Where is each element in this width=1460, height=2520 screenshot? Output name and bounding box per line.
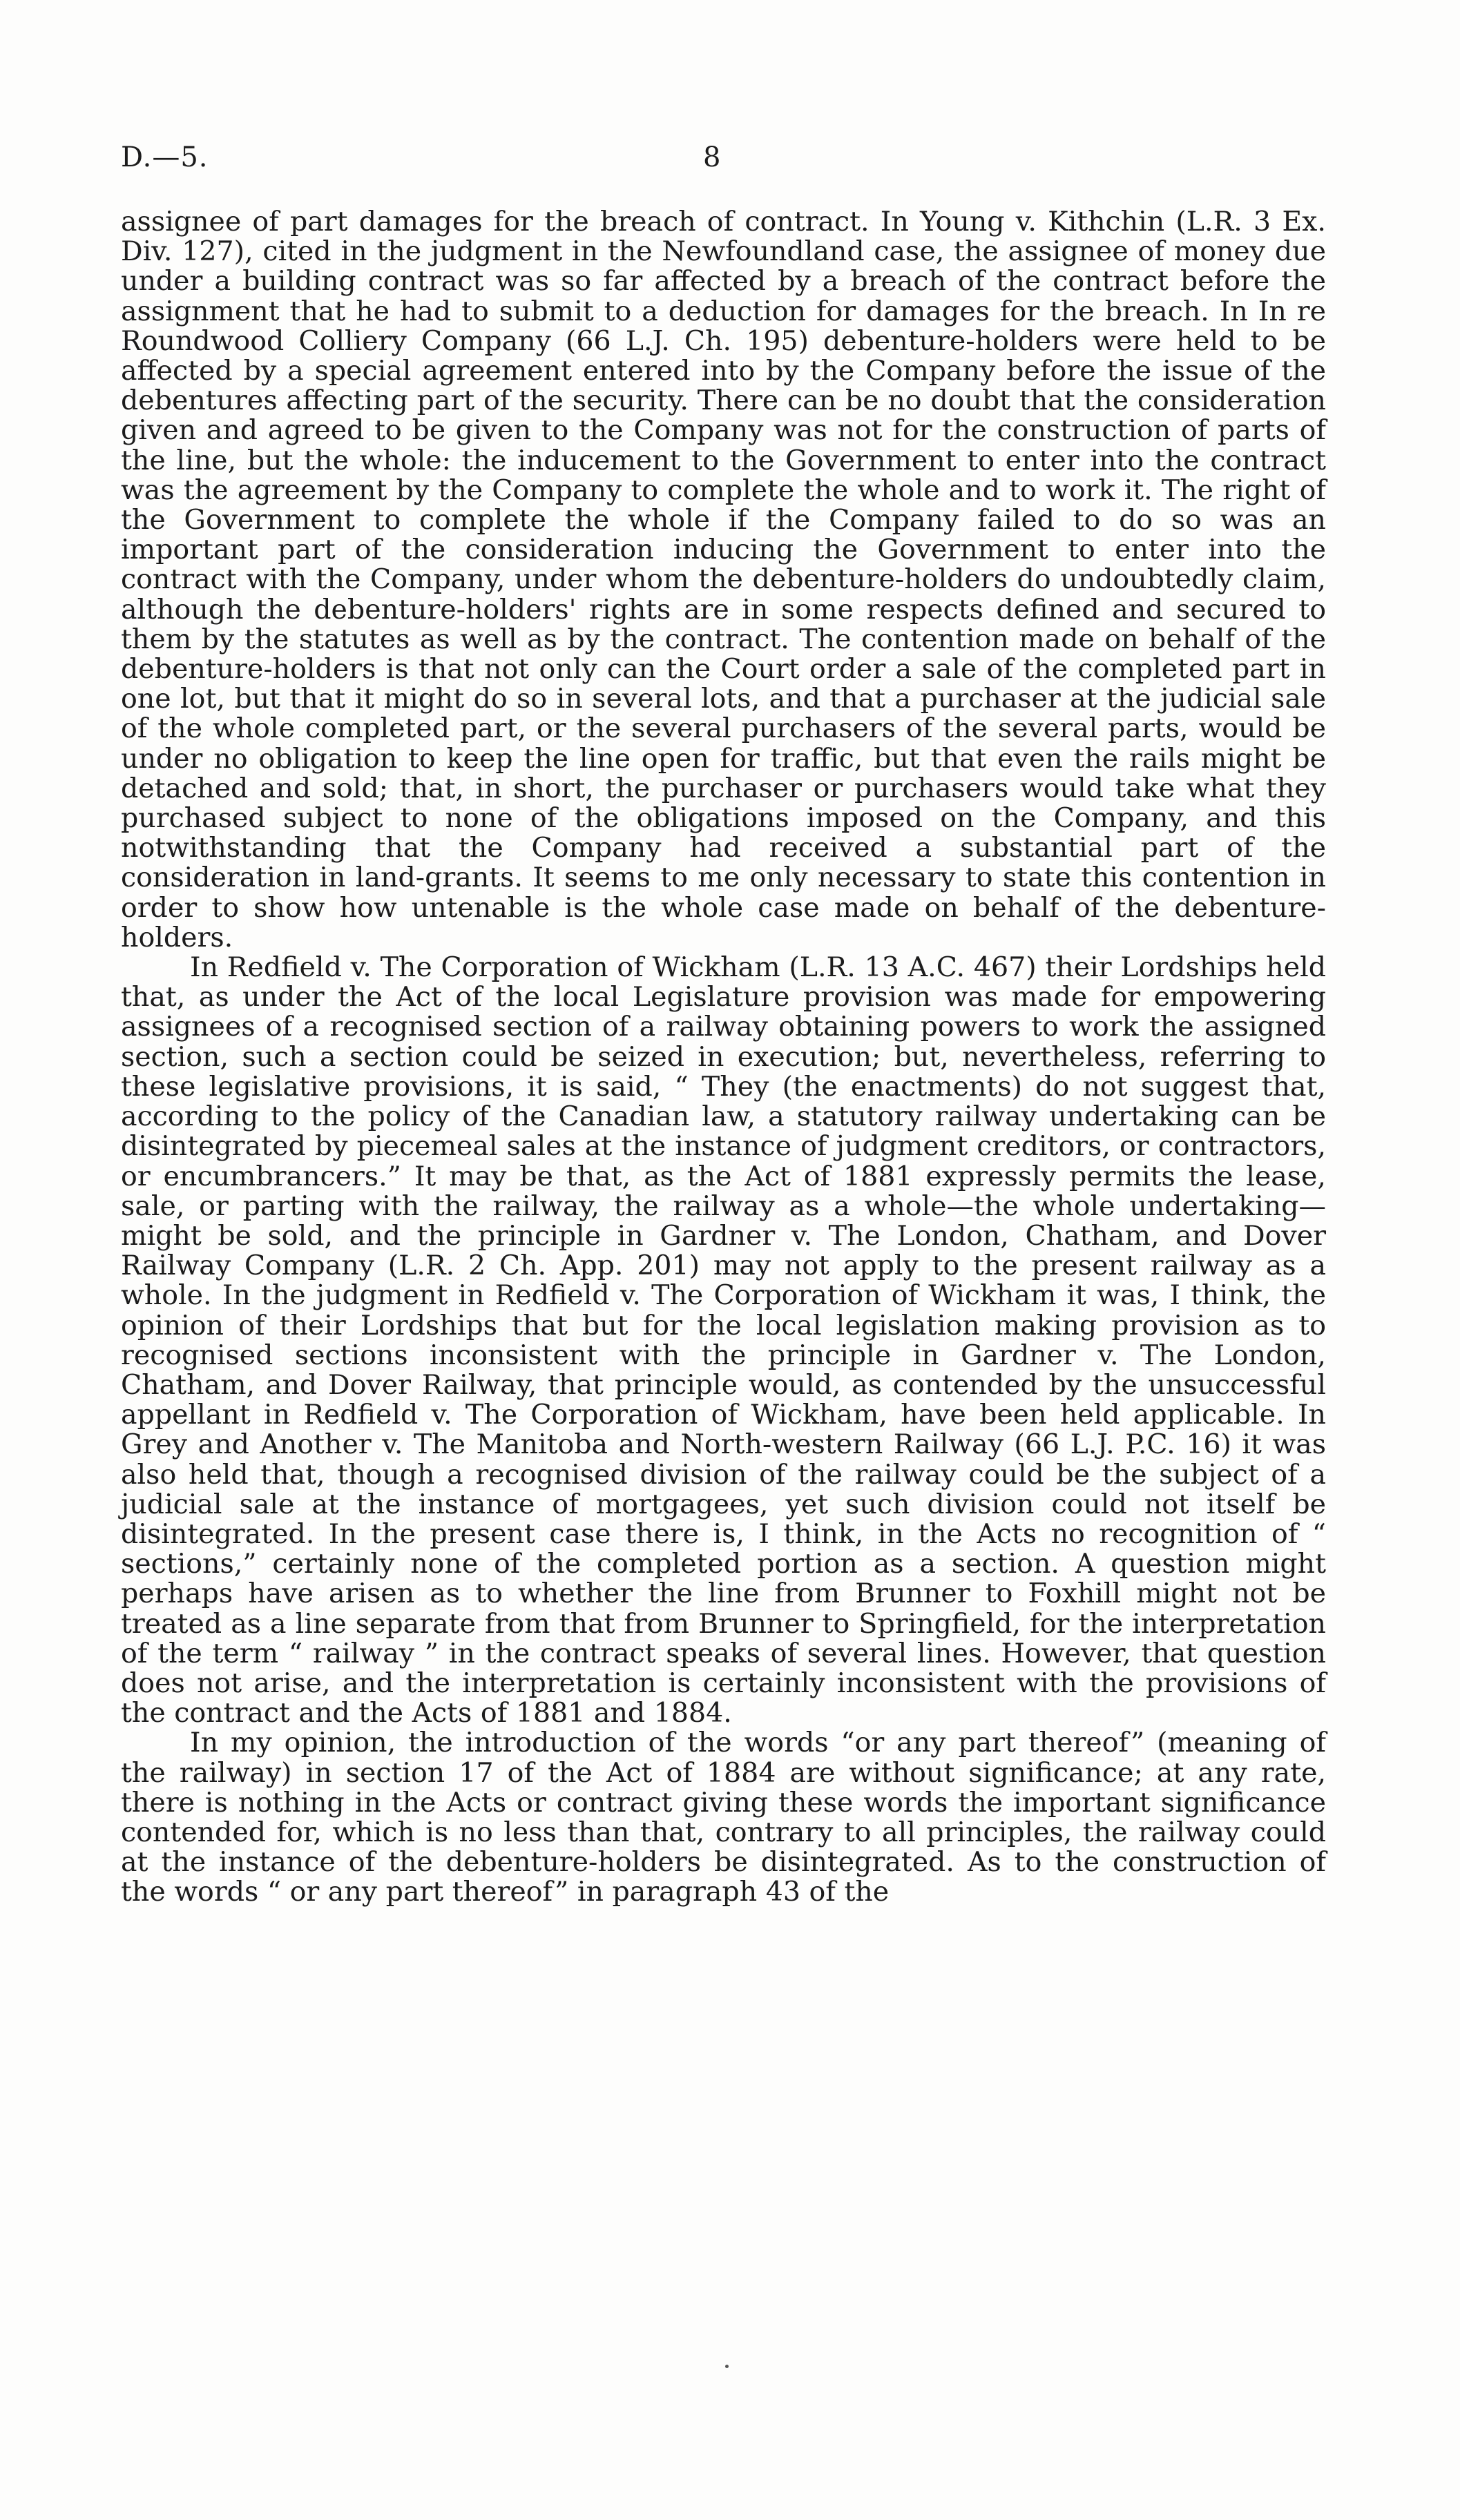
paragraph: In Redfield v. The Corporation of Wickham (L.R. 13 A.C. 467) their Lordships held that, as under the Act of the local Legislature provision was made for empowering assignees of a recognised section of a railway obtaining powers to work the assigned section, such a section could be seized in execution; but, nevertheless, referring to these legislative provisions, it is said, “ They (the enactments) do not suggest that, according to the policy of the Canadian law, a statutory railway undertaking can be disintegrated by piecemeal sales at the instance of judgment creditors, or contractors, or encumbrancers.” It may be that, as the Act of 1881 expressly permits the lease, sale, or parting with the railway, the railway as a whole—the whole undertaking—might be sold, and the principle in Gardner v. The London, Chatham, and Dover Railway Company (L.R. 2 Ch. App. 201) may not apply to the present railway as a whole. In the judgment in Redfield v. The Corporation of Wickham it was, I think, the opinion of their Lordships that but for the local legislation making provision as to recognised sections inconsistent with the principle in Gardner v. The London, Chatham, and Dover Railway, that principle would, as contended by the unsuccessful appellant in Redfield v. The Corporation of Wickham, have been held applicable. In Grey and Another v. The Manitoba and North-western Railway (66 L.J. P.C. 16) it was also held that, though a recognised division of the railway could be the subject of a judicial sale at the instance of mortgagees, yet such division could not itself be disintegrated. In the present case there is, I think, in the Acts no recognition of “ sections,” certainly none of the completed portion as a section. A question might perhaps have arisen as to whether the line from Brunner to Foxhill might not be treated as a line separate from that from Brunner to Springfield, for the interpretation of the term “ railway ” in the contract speaks of several lines. However, that question does not arise, and the interpretation is certainly inconsistent with the provisions of the contract and the Acts of 1881 and 1884.	[121, 951, 1326, 1729]
body-text	[121, 207, 1326, 1908]
paragraph: In my opinion, the introduction of the words “or any part thereof” (meaning of the railway) in section 17 of the Act of 1884 are without significance; at any rate, there is nothing in the Acts or contract giving these words the important significance contended for, which is no less than that, contrary to all principles, the railway could at the instance of the debenture-holders be disintegrated. As to the construction of the words “ or any part thereof” in paragraph 43 of the	[121, 1727, 1326, 1908]
paragraph: assignee of part damages for the breach of contract. In Young v. Kithchin (L.R. 3 Ex. Div. 127), cited in the judgment in the Newfoundland case, the assignee of money due under a building contract was so far affected by a breach of the contract before the assignment that he had to submit to a deduction for damages for the breach. In In re Roundwood Colliery Company (66 L.J. Ch. 195) debenture-holders were held to be affected by a special agreement entered into by the Company before the issue of the debentures affecting part of the security. There can be no doubt that the consideration given and agreed to be given to the Company was not for the construction of parts of the line, but the whole: the inducement to the Government to enter into the contract was the agreement by the Company to complete the whole and to work it. The right of the Government to complete the whole if the Company failed to do so was an important part of the consideration inducing the Government to enter into the contract with the Company, under whom the debenture-holders do undoubtedly claim, although the debenture-holders' rights are in some respects defined and secured to them by the statutes as well as by the contract. The contention made on behalf of the debenture-holders is that not only can the Court order a sale of the completed part in one lot, but that it might do so in several lots, and that a purchaser at the judicial sale of the whole completed part, or the several purchasers of the several parts, would be under no obligation to keep the line open for traffic, but that even the rails might be detached and sold; that, in short, the purchaser or purchasers would take what they purchased subject to none of the obligations imposed on the Company, and this notwithstanding that the Company had received a substantial part of the consideration in land-grants. It seems to me only necessary to state this contention in order to show how untenable is the whole case made on behalf of the debenture-holders.	[121, 206, 1326, 953]
page-mark	[725, 2365, 729, 2368]
document-reference: D.—5.	[121, 142, 209, 173]
page-number: 8	[703, 142, 721, 173]
